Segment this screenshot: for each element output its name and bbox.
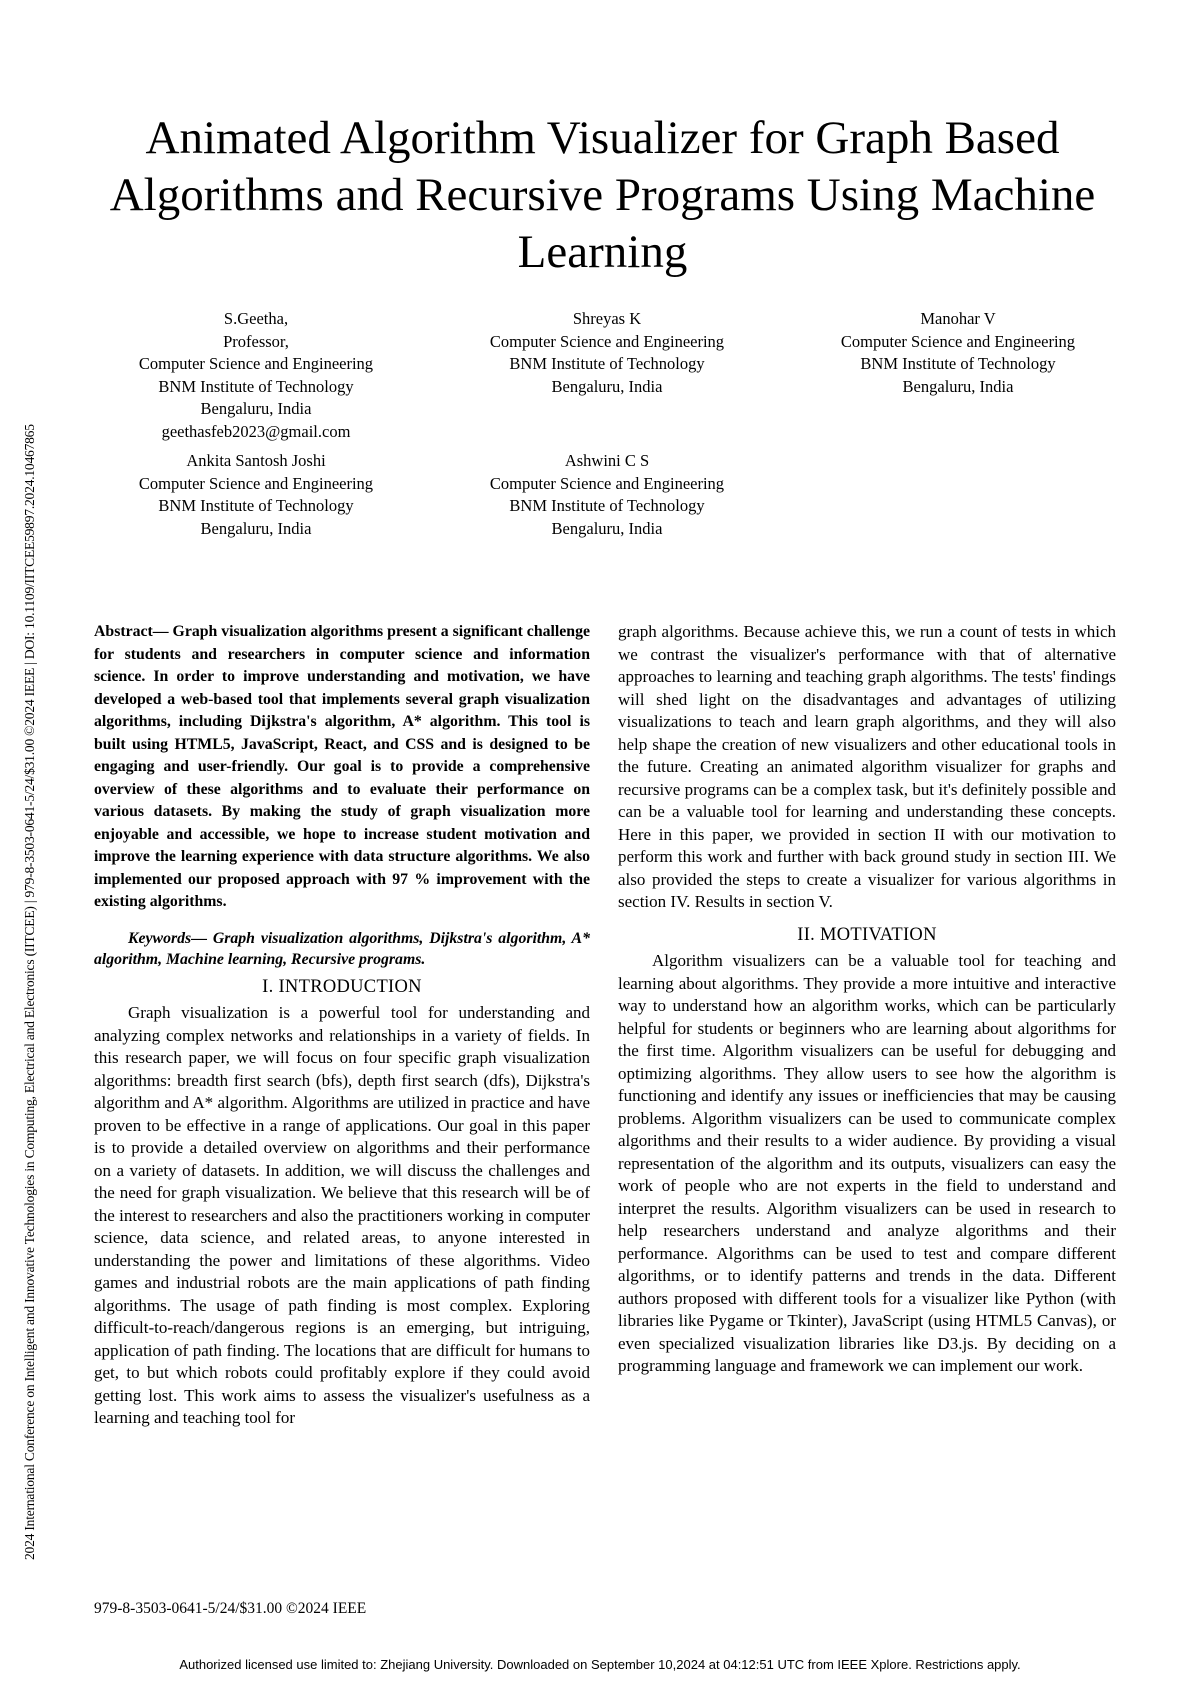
author-position: Professor, [223,331,289,351]
license-notice: Authorized licensed use limited to: Zhejiang University. Downloaded on September 10,2024 at 04:12:51 UTC from IEEE Xplore. Restrictions apply. [179,1657,1021,1672]
author-location: Bengaluru, India [551,518,663,538]
author-institution: BNM Institute of Technology [860,354,1056,373]
author-department: Computer Science and Engineering [489,331,725,351]
author-location: Bengaluru, India [200,399,312,418]
author-department: Computer Science and Engineering [840,331,1076,351]
author-institution: BNM Institute of Technology [509,496,705,515]
author-block-geetha [106,308,406,443]
author-location: Bengaluru, India [902,376,1014,396]
motivation-text: Algorithm visualizers can be a valuable tool for teaching and learning about algorithms. They provide a more intuitive and interactive way to understand how an algorithm works, which can be particularly helpful for students or beginners who are learning about algorithms for the first time. Algorithm visualizers can be useful for debugging and optimizing algorithms. They allow users to see how the algorithm is functioning and identify any issues or inefficiencies that may be causing problems. Algorithm visualizers can be used to communicate complex algorithms and their results to a wider audience. By providing a visual representation of the algorithm and its outputs, visualizers can easy the work of people who are not experts in the field to understand and interpret the results. Algorithm visualizers can be used in research to help researchers understand and analyze algorithms and their performance. Algorithms can be used to test and compare different algorithms, or to identify patterns and trends in the data. Different authors proposed with different tools for a visualizer like Python (with libraries like Pygame or Tkinter), JavaScript (using HTML5 Canvas), or even specialized visualization libraries like D3.js. By deciding on a programming language and framework we can implement our work. [618,951,1116,1375]
author-location: Bengaluru, India [551,376,663,396]
author-institution: BNM Institute of Technology [509,354,705,373]
author-location: Bengaluru, India [200,518,312,538]
section-heading-motivation: II. MOTIVATION [797,924,937,945]
author-name: Shreyas K [572,309,642,328]
author-block-shreyas [457,308,757,398]
doi-sidebar: 2024 International Conference on Intelligent and Innovative Technologies in Computing, Electrical and Electronics (IITCEE) | 979-8-3503-0641-5/24/$31.00 ©2024 IEEE | DOI: 10.1109/IITCEE59897.2024.10467865 [22,424,37,1560]
introduction-continued-text: graph algorithms. Because achieve this, we run a count of tests in which we contrast the visualizer's performance with that of alternative approaches to learning and teaching graph algorithms. The tests' findings will shed light on the disadvantages and advantages of utilizing visualizations to teach and learn graph algorithms, and they will also help shape the creation of new visualizers and other educational tools in the future. Creating an animated algorithm visualizer for graphs and recursive programs can be a complex task, but it's definitely possible and can be a valuable tool for learning and understanding these concepts. Here in this paper, we provided in section II with our motivation to perform this work and further with back ground study in section III. We also provided the steps to create a visualizer for various algorithms in section IV. Results in section V. [618,622,1116,911]
section-heading-introduction: I. INTRODUCTION [262,976,422,997]
author-department: Computer Science and Engineering [138,473,374,493]
author-institution: BNM Institute of Technology [158,496,354,515]
keywords: Keywords— Graph visualization algorithms, Dijkstra's algorithm, A* algorithm, Machine learning, Recursive programs. [94,929,590,968]
author-name: Manohar V [920,309,996,328]
author-department: Computer Science and Engineering [138,354,374,373]
introduction-text: Graph visualization is a powerful tool for understanding and analyzing complex networks and relationships in a variety of fields. In this research paper, we will focus on four specific graph visualization algorithms: breadth first search (bfs), depth first search (dfs), Dijkstra's algorithm and A* algorithm. Algorithms are utilized in practice and have proven to be effective in a range of applications. Our goal in this paper is to provide a detailed overview on algorithms and their performance on a variety of datasets. In addition, we will discuss the challenges and the need for graph visualization. We believe that this research will be of the interest to researchers and also the practitioners working in computer science, data science, and related areas, to anyone interested in understanding the power and limitations of these algorithms. Video games and industrial robots are the main applications of path finding algorithms. The usage of path finding is most complex. Exploring difficult-to-reach/dangerous regions is an emerging, but intriguing, application of path finding. The locations that are difficult for humans to get, to but which robots could profitably explore if they could avoid getting lost. This work aims to assess the visualizer's usefulness as a learning and teaching tool for [94,1003,590,1427]
author-block-ankita [106,450,406,540]
right-column [618,621,1116,1378]
author-name: Ankita Santosh Joshi [186,451,326,470]
author-name: S.Geetha, [223,309,289,328]
author-department: Computer Science and Engineering [489,473,725,493]
paper-title: Animated Algorithm Visualizer for Graph Based Algorithms and Recursive Programs Using Machine Learning [109,112,1096,278]
author-block-ashwini [457,450,757,540]
copyright-line: 979-8-3503-0641-5/24/$31.00 ©2024 IEEE [94,1600,367,1617]
author-institution: BNM Institute of Technology [158,376,354,396]
abstract: Abstract— Graph visualization algorithms present a significant challenge for students and researchers in computer science and information science. In order to improve understanding and motivation, we have developed a web-based tool that implements several graph visualization algorithms, including Dijkstra's algorithm, A* algorithm. This tool is built using HTML5, JavaScript, React, and CSS and is designed to be engaging and user-friendly. Our goal is to provide a comprehensive overview of these algorithms and to evaluate their performance on various datasets. By making the study of graph visualization more enjoyable and accessible, we hope to increase student motivation and improve the learning experience with data structure algorithms. We also implemented our proposed approach with 97 % improvement with the existing algorithms. [94,623,590,910]
author-name: Ashwini C S [564,451,650,470]
left-column [94,621,590,1430]
author-email: geethasfeb2023@gmail.com [161,421,351,441]
author-block-manohar [808,308,1108,398]
